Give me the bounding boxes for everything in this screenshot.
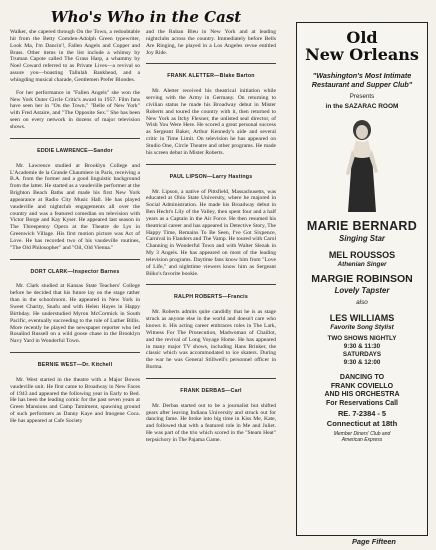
act-role: Athenian Singer	[337, 261, 387, 268]
section-divider	[10, 352, 140, 353]
bio-paragraph: Walker, she capered through On the Town, a redoubtable hit from the Betty Comden-Adolph Green typewriter, Look Ma, I'm Dancin'!, Fallen Angels and Copper and Brass. Other items in the list include a whimsy by Truman Capote called The Grass Harp, a whammy by Noel Coward referred to as Private Lives—a revival so assure you—boasting Tallulah Bankhead, and a whingding musical charade, Gentlemen Prefer Blondes.	[10, 29, 140, 83]
room-name: in the SAZARAC ROOM	[325, 103, 399, 110]
orchestra-info	[297, 374, 427, 408]
cast-column-right	[146, 29, 276, 450]
show-times-line: 9:30 & 12:00	[343, 359, 381, 366]
club-tagline: "Washington's Most Intimate Restaurant and Supper Club"	[311, 71, 413, 89]
section-divider	[146, 63, 276, 64]
section-divider	[146, 164, 276, 165]
section-divider	[146, 284, 276, 285]
reservation-phone: RE. 7-2384 - 5	[337, 409, 387, 419]
act-name: MARGIE ROBINSON	[311, 273, 413, 285]
club-address: Connecticut at 18th	[326, 419, 398, 429]
headliner-role: Singing Star	[339, 234, 385, 243]
cast-heading-roberts: RALPH ROBERTS—Francis	[174, 294, 248, 301]
bio-paragraph: Mr. Aletter received his theatrical initiation while serving with the Army in Germany. On returning to civilian status he made his Broadway debut in Mister Roberts and toured the country with it, then returned to New York as Itchy Flexner, the unlisted seal director, of Wish You Were Here. He scored a great personal success as Sergeant Baker, Arthur Kennedy's aide and several critic in Time Limit. On television he has appeared on Studio One, Circle Theatre and other programs. He made his screen debut in Mister Roberts.	[146, 88, 276, 156]
bio-paragraph: Mr. Derbas started out to be a journalist but shifted gears after leaving Indiana University and struck out for dancing fame. He broke into big time in Kiss Me, Kate, and followed that with a featured role in Me and Juliet. He was part of the trio which scored in the "Steam Heat" terpsichory in The Pajama Game.	[146, 402, 276, 443]
headliner-name: MARIE BERNARD	[306, 219, 418, 233]
cast-heading-clark: DORT CLARK—Inspector Barnes	[30, 268, 120, 275]
orchestra-line: FRANK COVIELLO	[330, 382, 394, 390]
logo-line-new-orleans: New Orleans	[305, 45, 419, 64]
logo-line-old: Old	[346, 28, 378, 47]
cast-heading-lawrence: EDDIE LAWRENCE—Sandor	[37, 147, 113, 154]
singer-photo	[342, 116, 382, 214]
nightclub-advertisement	[296, 22, 428, 536]
show-times	[297, 335, 427, 367]
credit-card-note	[297, 431, 427, 443]
section-divider	[146, 378, 276, 379]
club-logo	[297, 29, 427, 63]
cast-heading-west: BERNIE WEST—Dr. Kitchell	[37, 362, 113, 369]
show-times-line: SATURDAYS	[342, 351, 382, 358]
bio-paragraph: Mr. Roberts admits quite candidly that he is as stage struck as anyone else in the world and doesn't care who knows it. His acting career embraces roles in The Lark, Witness For The Prosecution, Madwoman of Chaillot, and the revival of Long Voyage Home. He has appeared in many major TV shows, including Hans Brinker, the classic which was accommodated to ice skaters. During the war he was General Stillwell's personnel officer in Burma.	[146, 309, 276, 371]
bio-paragraph: For her performance in "Fallen Angels" she won the New York Outer Circle Critic's award in 1957. Film fans have seen her in "On the Town," "Belle of New York" with Fred Astaire, and "The Opposite Sex." She has been seen on every network in dozens of major television shows.	[10, 89, 140, 130]
cast-heading-lipson: PAUL LIPSON—Larry Hastings	[169, 173, 253, 180]
reservation-label: For Reservations Call	[326, 399, 398, 407]
orchestra-line: DANCING TO	[339, 374, 385, 381]
page-number: Page Fifteen	[352, 537, 396, 546]
bio-paragraph: and the Ruban Bleu in New York and at leading nightclubs across the country. Immediately before Bells Are Ringing, he played in a Los Angeles revue entitled Joy Ride.	[146, 29, 276, 56]
section-divider	[10, 259, 140, 260]
credit-card-line: Member Diners' Club and	[333, 431, 391, 438]
cast-heading-aletter: FRANK ALETTER—Blake Barton	[167, 73, 255, 80]
credit-card-line: American Express	[341, 437, 383, 444]
page-title: Who's Who in the Cast	[50, 8, 242, 26]
act-name: LES WILLIAMS	[329, 313, 395, 323]
show-times-line: 9:30 & 11:30	[343, 343, 381, 350]
bio-paragraph: Mr. West started in the theatre with a Major Bowes vaudeville unit. He first came to Broadway in New Faces of 1943 and appeared the following year in Early to Bed. He has been the leading comic for the past seven years at Green Mansions and Camp Tamiment, spawning ground of such performers as Danny Kaye and Imogene Coca. He has appeared at Cafe Society	[10, 376, 140, 424]
cast-column-left	[10, 29, 140, 431]
bio-paragraph: Mr. Clark studied at Kansas State Teachers' College before he decided that his future lay on the stage rather than in the schoolroom. He appeared in New York in Sweet Charity, Snafu and with Helen Hayes in Happy Birthday. He understudied Myron McCormick in South Pacific, eventually succeeding to the role of Luther Billis. More recently he played the newspaper reporter who led Rosalind Russell on a wild goose chase in the Brooklyn Navy Yard in Wonderful Town.	[10, 283, 140, 345]
act-name: MEL ROUSSOS	[328, 250, 396, 260]
also-text: also	[356, 299, 368, 306]
presents-text: Presents	[349, 93, 375, 100]
section-divider	[10, 138, 140, 139]
orchestra-line: AND HIS ORCHESTRA	[324, 391, 400, 399]
act-role: Lovely Tapster	[334, 286, 390, 295]
bio-paragraph: Mr. Lipson, a native of Pittsfield, Massachusetts, was educated at Ohio State University, where he majored in Social Administration. He made his Broadway debut in Ben Hecht's Lily of the Valley, then spent four and a half years as a Captain in the Air Force. He then resumed his theatrical career and has appeared in Detective Story, The Happy Time, Remains To Be Seen, I've Got Sixpence, Carnival in Flanders and The Vamp. He toured with Carol Channing in Wonderful Town and with Walter Slezak in My 3 Angels. He has appeared on most of the leading television programs. Daytime fans know him from "Love of Life," and nighttime viewers know him as Sergeant Bilko's favorite bookie.	[146, 188, 276, 277]
cast-heading-derbas: FRANK DERBAS—Carl	[180, 387, 242, 394]
act-role: Favorite Song Stylist	[330, 324, 394, 331]
bio-paragraph: Mr. Lawrence studied at Brooklyn College and L'Academie de la Grande Chaumiere in Paris, receiving a B.A. from the former and a good linguistic background from the latter. He started as a vaudeville performer at the Brighton Beach Baths and made his first New York appearance at Radio City Music Hall. He has played vaudeville and nightclub engagements all over the country and was a featured comedian on television with Victor Borge and Kay Kyser. He appeared last season in The Threepenny Opera at the Theatre de Lys in Greenwich Village. His first motion picture was Act of Love. He has recorded two of his vaudeville routines, "The Old Philosopher" and "Oil, Old Vienna."	[10, 162, 140, 251]
show-times-line: TWO SHOWS NIGHTLY	[327, 335, 397, 342]
